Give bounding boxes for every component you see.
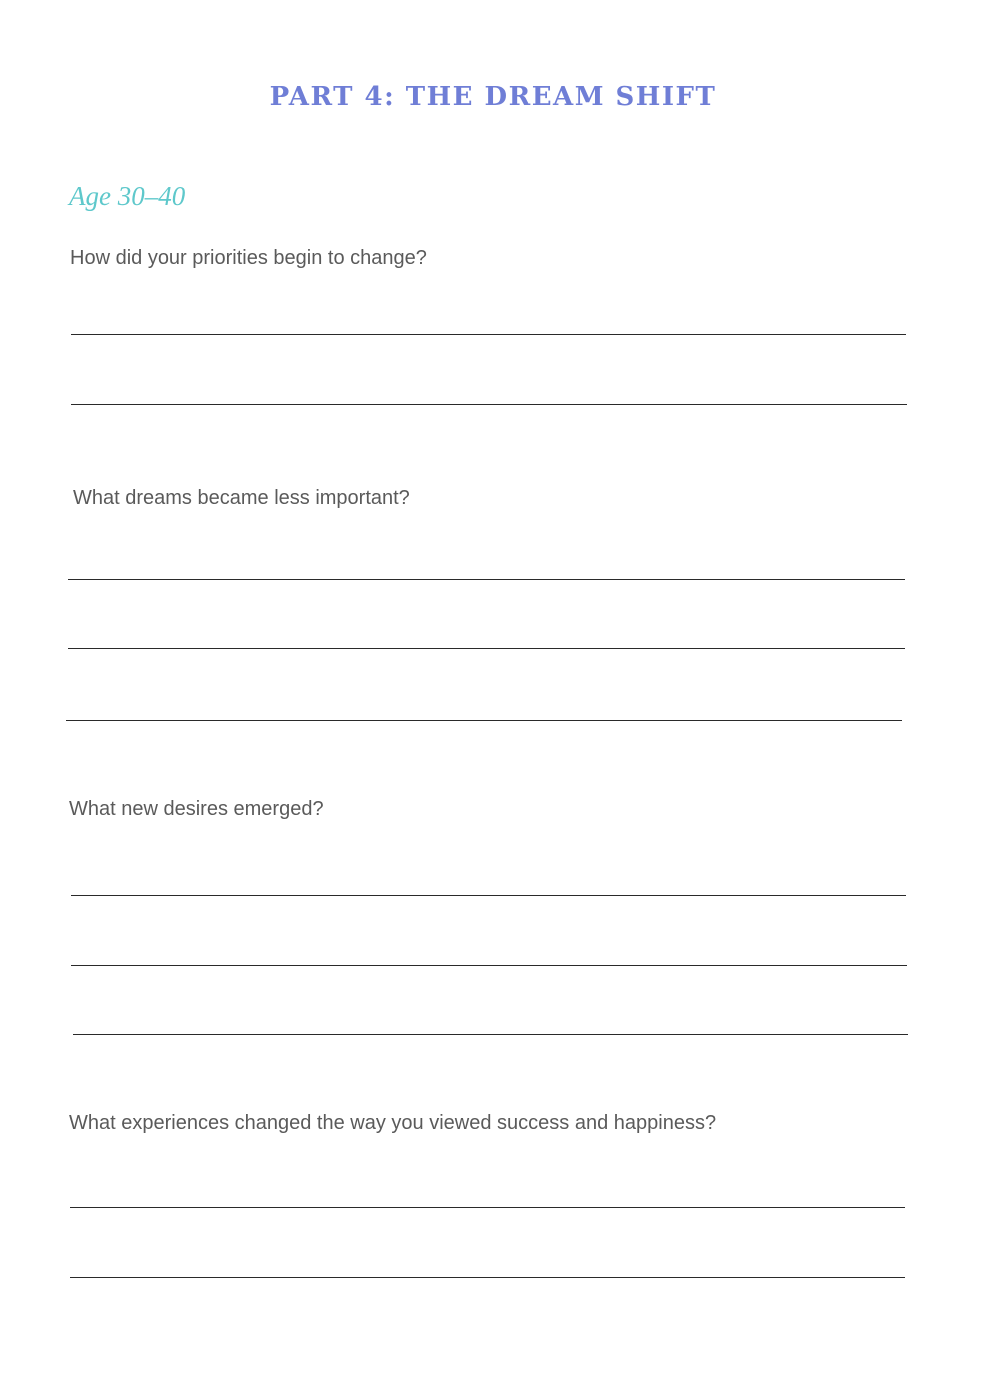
answer-line[interactable] — [66, 720, 902, 721]
answer-line[interactable] — [70, 1277, 905, 1278]
answer-line[interactable] — [71, 965, 907, 966]
question-dreams-less-important: What dreams became less important? — [73, 487, 410, 509]
question-experiences-success-happiness: What experiences changed the way you viewed success and happiness? — [69, 1112, 717, 1134]
answer-line[interactable] — [70, 1207, 905, 1208]
answer-line[interactable] — [68, 579, 905, 580]
question-priorities-change: How did your priorities begin to change? — [70, 247, 427, 269]
answer-line[interactable] — [71, 404, 907, 405]
answer-line[interactable] — [71, 895, 906, 896]
page-title: PART 4: THE DREAM SHIFT — [269, 82, 717, 112]
age-range-subtitle: Age 30–40 — [69, 181, 186, 211]
question-new-desires: What new desires emerged? — [69, 798, 324, 820]
answer-line[interactable] — [68, 648, 905, 649]
answer-line[interactable] — [71, 334, 906, 335]
answer-line[interactable] — [73, 1034, 908, 1035]
